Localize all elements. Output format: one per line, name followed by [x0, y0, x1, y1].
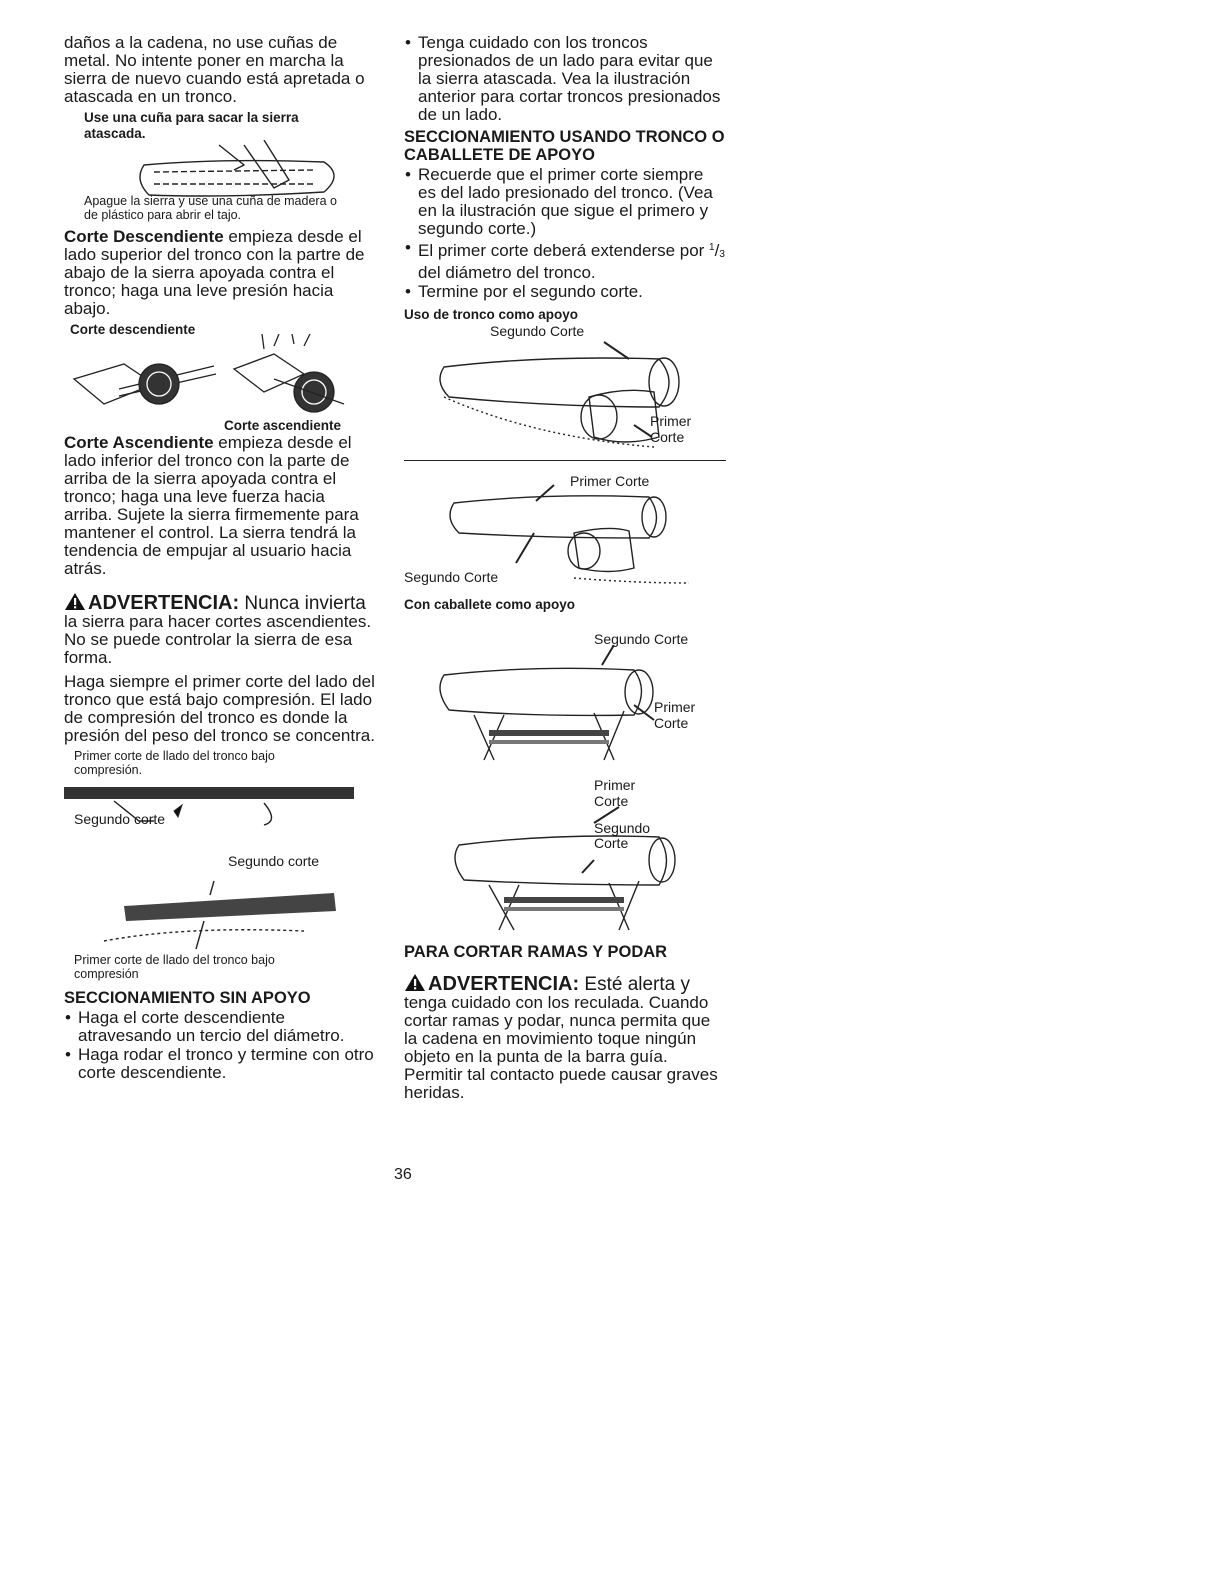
list-item: • Termine por el segundo corte. [404, 283, 726, 301]
label-segundo-corte-bottom: Segundo corte [228, 853, 320, 869]
paragraph-chain-damage: daños a la cadena, no use cuñas de metal. No intente poner en marcha la sierra de nuevo cuando está apretada o atascada en un tronco. [64, 33, 365, 106]
label-primer-corte-compresion-bottom: Primer corte de llado del tronco bajo compresión [74, 953, 275, 981]
label-segundo-corte-fig5: Segundo Corte [490, 323, 585, 339]
warning-icon [404, 973, 426, 992]
fraction-pre-text: El primer corte deberá extenderse por [418, 241, 710, 260]
figure-log-support-bottom [404, 461, 726, 593]
warning-icon [64, 592, 86, 611]
list-item: • Tenga cuidado con los troncos presionados de un lado para evitar que la sierra atascada. Vea la ilustración anterior para cortar troncos presionados de un lado. [404, 34, 726, 124]
right-column [404, 34, 726, 1102]
sawhorse-illustration-bottom [444, 805, 704, 935]
heading-seccionamiento-usando-tronco: SECCIONAMIENTO USANDO TRONCO O CABALLETE DE APOYO [404, 128, 725, 164]
list-presionados [404, 34, 726, 124]
figure-compression-bottom [64, 853, 376, 985]
paragraph-corte-ascendiente [64, 434, 376, 578]
fraction-numerator: 1 [709, 242, 715, 253]
paragraph-compresion: Haga siempre el primer corte del lado del tronco que está bajo compresión. El lado de compresión del tronco es donde la presión del peso del tronco se concentra. [64, 672, 375, 745]
compression-log-bottom [64, 871, 364, 951]
list-sin-apoyo [64, 1009, 376, 1082]
figure-wedge-caption-bottom: Apague la sierra y use una cuña de madera o de plástico para abrir el tajo. [84, 194, 337, 222]
figure-compression-top [64, 749, 376, 853]
figure-title-tronco-apoyo: Uso de tronco como apoyo [404, 307, 579, 322]
label-segundo-corte-fig6: Segundo Corte [404, 569, 499, 585]
label-primer-corte-fig6: Primer Corte [570, 473, 650, 489]
text-corte-ascendiente: empieza desde el lado inferior del tronco con la parte de arriba de la sierra apoyada contra el tronco; haga una leve fuerza hacia arriba. Sujete la sierra firmemente para mantener el control. La sierra tendrá la tendencia de empujar al usuario hacia atrás. [64, 433, 359, 578]
list-item: • Haga rodar el tronco y termine con otro corte descendiente. [64, 1046, 376, 1082]
warning-invert-saw [64, 592, 376, 667]
left-column [64, 34, 376, 1083]
heading-seccionamiento-sin-apoyo: SECCIONAMIENTO SIN APOYO [64, 989, 311, 1007]
warning-lead: Esté alerta y [579, 974, 691, 995]
label-segundo-corte-fig8: Segundo Corte [594, 820, 651, 851]
warning-label: ADVERTENCIA: [428, 973, 580, 995]
heading-cortar-ramas: PARA CORTAR RAMAS Y PODAR [404, 943, 668, 961]
warning-text: la sierra para hacer cortes ascendientes. No se puede controlar la sierra de esa forma. [64, 612, 372, 667]
figure-sawhorse-bottom [404, 773, 726, 943]
warning-label: ADVERTENCIA: [88, 592, 240, 614]
figure-cut-types [64, 322, 376, 434]
label-primer-corte-fig5: Primer Corte [650, 413, 692, 445]
list-item-fraction: • El primer corte deberá extenderse por $^1/_3$ del diámetro del tronco. [404, 239, 726, 282]
figure-wedge-caption-top: Use una cuña para sacar la sierra atascada. [84, 110, 299, 141]
warning-text: tenga cuidado con los reculada. Cuando cortar ramas y podar, nunca permita que la cadena en movimiento toque ningún objeto en la punta de la barra guía. Permitir tal contacto puede causar graves heridas. [404, 993, 718, 1102]
label-segundo-corte-fig7: Segundo Corte [594, 631, 689, 647]
label-primer-corte-fig7: Primer Corte [654, 699, 696, 731]
paragraph-corte-descendiente [64, 228, 376, 318]
warning-lead: Nunca invierta [239, 593, 366, 614]
term-corte-ascendiente: Corte Ascendiente [64, 433, 214, 452]
label-corte-ascendiente: Corte ascendiente [224, 418, 342, 433]
list-tronco-apoyo [404, 166, 726, 301]
figure-log-support-top [404, 323, 726, 461]
figure-sawhorse-top [404, 613, 726, 773]
fraction-denominator: 3 [719, 249, 725, 260]
fraction-post-text: del diámetro del tronco. [418, 263, 596, 282]
figure-title-caballete: Con caballete como apoyo [404, 597, 576, 612]
figure-wedge [84, 110, 376, 228]
list-item: • Recuerde que el primer corte siempre es del lado presionado del tronco. (Vea en la ilustración que sigue el primero y segundo corte.) [404, 166, 726, 238]
page-number: 36 [394, 1166, 412, 1183]
label-segundo-corte-top: Segundo corte [74, 811, 166, 827]
label-corte-descendiente: Corte descendiente [70, 322, 196, 337]
list-item: • Haga el corte descendiente atravesando un tercio del diámetro. [64, 1009, 376, 1045]
text-corte-descendiente: empieza desde el lado superior del tronco con la partre de abajo de la sierra apoyada contra el tronco; haga una leve presión hacia abajo. [64, 227, 365, 318]
term-corte-descendiente: Corte Descendiente [64, 227, 224, 246]
warning-kickback [404, 973, 726, 1102]
label-primer-corte-fig8: Primer Corte [594, 777, 636, 809]
label-primer-corte-compresion-top: Primer corte de llado del tronco bajo compresión. [74, 749, 275, 777]
cut-types-illustration [64, 334, 364, 424]
